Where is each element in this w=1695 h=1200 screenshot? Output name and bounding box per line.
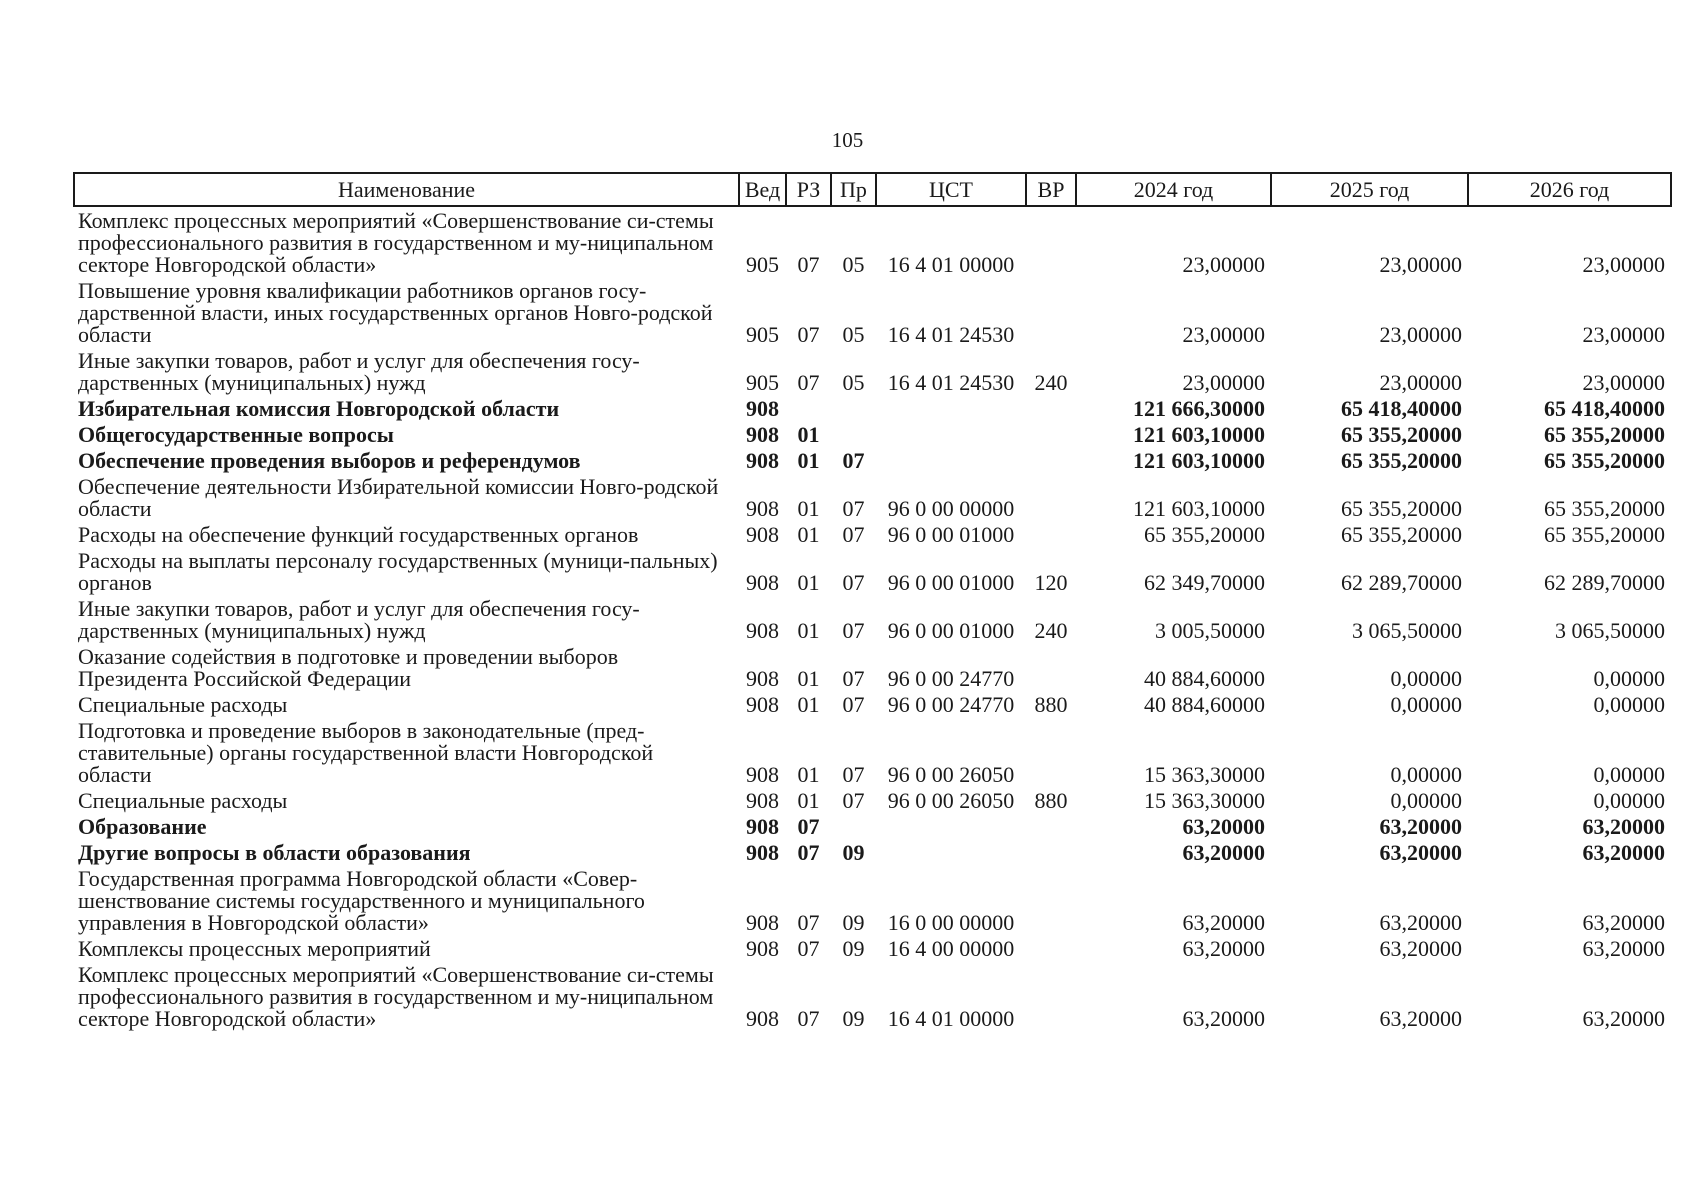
row-2024: 15 363,30000 — [1144, 788, 1265, 813]
row-2025: 62 289,70000 — [1341, 570, 1462, 595]
row-2025: 63,20000 — [1379, 910, 1462, 935]
table-row — [74, 595, 1671, 643]
row-vr — [1026, 395, 1076, 421]
row-ved: 908 — [746, 396, 779, 421]
header-ved: Вед — [739, 173, 786, 206]
budget-table — [73, 172, 1672, 1031]
row-cst: 96 0 00 01000 — [887, 522, 1015, 547]
row-cst: 16 4 01 00000 — [887, 252, 1015, 277]
table-row — [74, 473, 1671, 521]
row-pr — [831, 421, 876, 447]
row-ved: 908 — [746, 840, 779, 865]
row-2024: 15 363,30000 — [1144, 762, 1265, 787]
row-name: Иные закупки товаров, работ и услуг для обеспечения госу-дарственных (муниципальных) нужд — [78, 348, 640, 395]
row-pr: 07 — [842, 448, 865, 473]
table-row — [74, 717, 1671, 787]
row-2025: 65 355,20000 — [1341, 522, 1462, 547]
row-ved: 908 — [746, 788, 779, 813]
row-vr: 880 — [1034, 788, 1068, 813]
row-2025: 0,00000 — [1390, 692, 1462, 717]
row-vr: 120 — [1034, 570, 1068, 595]
row-2025: 63,20000 — [1379, 936, 1462, 961]
row-cst: 96 0 00 24770 — [887, 692, 1015, 717]
row-cst: 16 4 00 00000 — [887, 936, 1015, 961]
row-2026: 65 355,20000 — [1544, 522, 1665, 547]
row-vr: 880 — [1034, 692, 1068, 717]
row-2025: 65 355,20000 — [1341, 496, 1462, 521]
row-name: Комплекс процессных мероприятий «Совершенствование си-стемы профессионального развития в государственном и му-ниципальном секторе Новгородской области» — [78, 208, 714, 277]
row-ved: 908 — [746, 496, 779, 521]
row-rz: 07 — [797, 1006, 820, 1031]
row-cst: 96 0 00 00000 — [887, 496, 1015, 521]
row-rz: 01 — [797, 762, 820, 787]
header-name: Наименование — [74, 173, 739, 206]
row-pr: 07 — [842, 666, 865, 691]
row-2026: 65 355,20000 — [1544, 496, 1665, 521]
page-number: 105 — [831, 128, 864, 152]
row-cst: 16 0 00 00000 — [887, 910, 1015, 935]
row-rz: 07 — [797, 910, 820, 935]
row-rz: 01 — [797, 448, 820, 473]
row-ved: 908 — [746, 762, 779, 787]
row-pr: 07 — [842, 522, 865, 547]
row-2026: 0,00000 — [1593, 762, 1665, 787]
row-vr: 240 — [1034, 618, 1068, 643]
row-rz: 01 — [797, 570, 820, 595]
row-2026: 0,00000 — [1593, 788, 1665, 813]
row-ved: 908 — [746, 448, 779, 473]
row-rz: 01 — [797, 618, 820, 643]
row-rz: 01 — [797, 496, 820, 521]
row-2024: 63,20000 — [1182, 814, 1265, 839]
row-2024: 63,20000 — [1182, 936, 1265, 961]
row-ved: 908 — [746, 570, 779, 595]
row-ved: 905 — [746, 322, 779, 347]
row-2024: 3 005,50000 — [1155, 618, 1265, 643]
table-row — [74, 839, 1671, 865]
table-row — [74, 643, 1671, 691]
row-rz: 01 — [797, 422, 820, 447]
row-cst: 16 4 01 00000 — [887, 1006, 1015, 1031]
row-name: Оказание содействия в подготовке и проведении выборов Президента Российской Федерации — [78, 644, 619, 691]
row-2025: 65 355,20000 — [1341, 448, 1462, 473]
row-ved: 908 — [746, 422, 779, 447]
row-vr — [1026, 447, 1076, 473]
row-cst: 16 4 01 24530 — [887, 370, 1015, 395]
row-2026: 23,00000 — [1582, 252, 1665, 277]
row-ved: 908 — [746, 814, 779, 839]
row-name: Комплекс процессных мероприятий «Совершенствование си-стемы профессионального развития в государственном и му-ниципальном секторе Новгородской области» — [78, 962, 714, 1031]
row-pr: 09 — [842, 910, 865, 935]
row-rz: 07 — [797, 252, 820, 277]
row-2024: 121 603,10000 — [1133, 422, 1265, 447]
row-ved: 908 — [746, 910, 779, 935]
row-pr — [831, 395, 876, 421]
row-vr: 240 — [1034, 370, 1068, 395]
row-2025: 63,20000 — [1379, 814, 1462, 839]
row-vr — [1026, 813, 1076, 839]
row-vr — [1026, 935, 1076, 961]
row-vr — [1026, 839, 1076, 865]
row-ved: 908 — [746, 666, 779, 691]
header-2026: 2026 год — [1468, 173, 1671, 206]
row-cst — [876, 839, 1026, 865]
row-ved: 905 — [746, 252, 779, 277]
row-rz: 01 — [797, 666, 820, 691]
row-rz: 07 — [797, 936, 820, 961]
table-row — [74, 521, 1671, 547]
row-2025: 63,20000 — [1379, 840, 1462, 865]
row-vr — [1026, 421, 1076, 447]
table-row — [74, 347, 1671, 395]
row-vr — [1026, 961, 1076, 1031]
row-2026: 65 355,20000 — [1544, 448, 1665, 473]
row-cst: 16 4 01 24530 — [887, 322, 1015, 347]
row-cst: 96 0 00 01000 — [887, 570, 1015, 595]
row-name: Обеспечение проведения выборов и референдумов — [78, 448, 581, 473]
row-cst — [876, 421, 1026, 447]
row-2026: 65 355,20000 — [1544, 422, 1665, 447]
row-2024: 121 666,30000 — [1133, 396, 1265, 421]
table-row — [74, 961, 1671, 1031]
header-rz: РЗ — [786, 173, 831, 206]
row-2026: 63,20000 — [1582, 1006, 1665, 1031]
row-name: Государственная программа Новгородской области «Совер-шенствование системы государственного и муниципального управления в Новгородской области» — [78, 866, 645, 935]
table-row — [74, 421, 1671, 447]
table-row — [74, 865, 1671, 935]
row-2026: 0,00000 — [1593, 666, 1665, 691]
row-name: Иные закупки товаров, работ и услуг для обеспечения госу-дарственных (муниципальных) нужд — [78, 596, 640, 643]
table-row — [74, 935, 1671, 961]
row-2025: 3 065,50000 — [1352, 618, 1462, 643]
row-2024: 23,00000 — [1182, 252, 1265, 277]
row-ved: 908 — [746, 1006, 779, 1031]
header-pr: Пр — [831, 173, 876, 206]
row-2024: 40 884,60000 — [1144, 666, 1265, 691]
row-2026: 0,00000 — [1593, 692, 1665, 717]
table-row — [74, 447, 1671, 473]
row-rz — [786, 395, 831, 421]
row-name: Общегосударственные вопросы — [78, 422, 394, 447]
row-rz: 01 — [797, 692, 820, 717]
header-row — [74, 173, 1671, 206]
row-name: Избирательная комиссия Новгородской области — [78, 396, 560, 421]
row-cst — [876, 447, 1026, 473]
row-name: Повышение уровня квалификации работников органов госу-дарственной власти, иных государственных органов Новго-родской области — [78, 278, 713, 347]
row-2025: 65 355,20000 — [1341, 422, 1462, 447]
row-pr: 09 — [842, 1006, 865, 1031]
row-cst: 96 0 00 01000 — [887, 618, 1015, 643]
row-2025: 0,00000 — [1390, 762, 1462, 787]
row-name: Образование — [78, 814, 207, 839]
row-2024: 62 349,70000 — [1144, 570, 1265, 595]
row-2026: 63,20000 — [1582, 936, 1665, 961]
row-cst: 96 0 00 26050 — [887, 788, 1015, 813]
row-vr — [1026, 277, 1076, 347]
row-pr: 05 — [842, 252, 865, 277]
row-ved: 905 — [746, 370, 779, 395]
table-row — [74, 547, 1671, 595]
row-2026: 63,20000 — [1582, 814, 1665, 839]
row-pr: 05 — [842, 322, 865, 347]
row-2025: 23,00000 — [1379, 252, 1462, 277]
row-2025: 0,00000 — [1390, 666, 1462, 691]
row-name: Расходы на обеспечение функций государственных органов — [78, 522, 639, 547]
row-2025: 0,00000 — [1390, 788, 1462, 813]
row-rz: 01 — [797, 522, 820, 547]
row-pr: 07 — [842, 788, 865, 813]
row-vr — [1026, 717, 1076, 787]
row-rz: 07 — [797, 322, 820, 347]
row-rz: 07 — [797, 840, 820, 865]
row-ved: 908 — [746, 936, 779, 961]
table-row — [74, 277, 1671, 347]
row-cst: 96 0 00 26050 — [887, 762, 1015, 787]
table-row — [74, 787, 1671, 813]
row-vr — [1026, 473, 1076, 521]
row-2024: 121 603,10000 — [1133, 448, 1265, 473]
row-rz: 01 — [797, 788, 820, 813]
row-2024: 65 355,20000 — [1144, 522, 1265, 547]
row-2026: 23,00000 — [1582, 322, 1665, 347]
row-cst: 96 0 00 24770 — [887, 666, 1015, 691]
header-2024: 2024 год — [1076, 173, 1271, 206]
row-2026: 62 289,70000 — [1544, 570, 1665, 595]
row-cst — [876, 395, 1026, 421]
row-ved: 908 — [746, 692, 779, 717]
row-pr: 05 — [842, 370, 865, 395]
row-rz: 07 — [797, 814, 820, 839]
row-name: Расходы на выплаты персоналу государственных (муници-пальных) органов — [78, 548, 718, 595]
row-2026: 63,20000 — [1582, 910, 1665, 935]
table-row — [74, 691, 1671, 717]
row-2026: 65 418,40000 — [1544, 396, 1665, 421]
row-2026: 23,00000 — [1582, 370, 1665, 395]
table-row — [74, 813, 1671, 839]
row-pr: 09 — [842, 936, 865, 961]
row-name: Специальные расходы — [78, 788, 288, 813]
row-name: Комплексы процессных мероприятий — [78, 936, 431, 961]
row-2025: 23,00000 — [1379, 322, 1462, 347]
row-pr: 07 — [842, 618, 865, 643]
row-pr: 07 — [842, 496, 865, 521]
row-ved: 908 — [746, 618, 779, 643]
row-cst — [876, 813, 1026, 839]
row-vr — [1026, 865, 1076, 935]
row-2024: 40 884,60000 — [1144, 692, 1265, 717]
row-name: Другие вопросы в области образования — [78, 840, 471, 865]
row-pr: 07 — [842, 762, 865, 787]
row-2024: 121 603,10000 — [1133, 496, 1265, 521]
header-cst: ЦСТ — [876, 173, 1026, 206]
row-pr: 07 — [842, 692, 865, 717]
table-body — [74, 206, 1671, 1031]
row-2025: 63,20000 — [1379, 1006, 1462, 1031]
row-vr — [1026, 643, 1076, 691]
row-2024: 63,20000 — [1182, 840, 1265, 865]
row-2026: 3 065,50000 — [1555, 618, 1665, 643]
row-name: Обеспечение деятельности Избирательной комиссии Новго-родской области — [78, 474, 719, 521]
row-vr — [1026, 206, 1076, 277]
row-2025: 23,00000 — [1379, 370, 1462, 395]
row-vr — [1026, 521, 1076, 547]
row-pr: 09 — [842, 840, 865, 865]
row-2024: 23,00000 — [1182, 322, 1265, 347]
row-rz: 07 — [797, 370, 820, 395]
header-vr: ВР — [1026, 173, 1076, 206]
row-2025: 65 418,40000 — [1341, 396, 1462, 421]
row-ved: 908 — [746, 522, 779, 547]
table-row — [74, 206, 1671, 277]
row-2026: 63,20000 — [1582, 840, 1665, 865]
row-name: Подготовка и проведение выборов в законодательные (пред-ставительные) органы государственной власти Новгородской области — [78, 718, 654, 787]
row-2024: 63,20000 — [1182, 910, 1265, 935]
header-2025: 2025 год — [1271, 173, 1468, 206]
row-pr: 07 — [842, 570, 865, 595]
row-2024: 23,00000 — [1182, 370, 1265, 395]
row-pr — [831, 813, 876, 839]
row-name: Специальные расходы — [78, 692, 288, 717]
row-2024: 63,20000 — [1182, 1006, 1265, 1031]
table-row — [74, 395, 1671, 421]
